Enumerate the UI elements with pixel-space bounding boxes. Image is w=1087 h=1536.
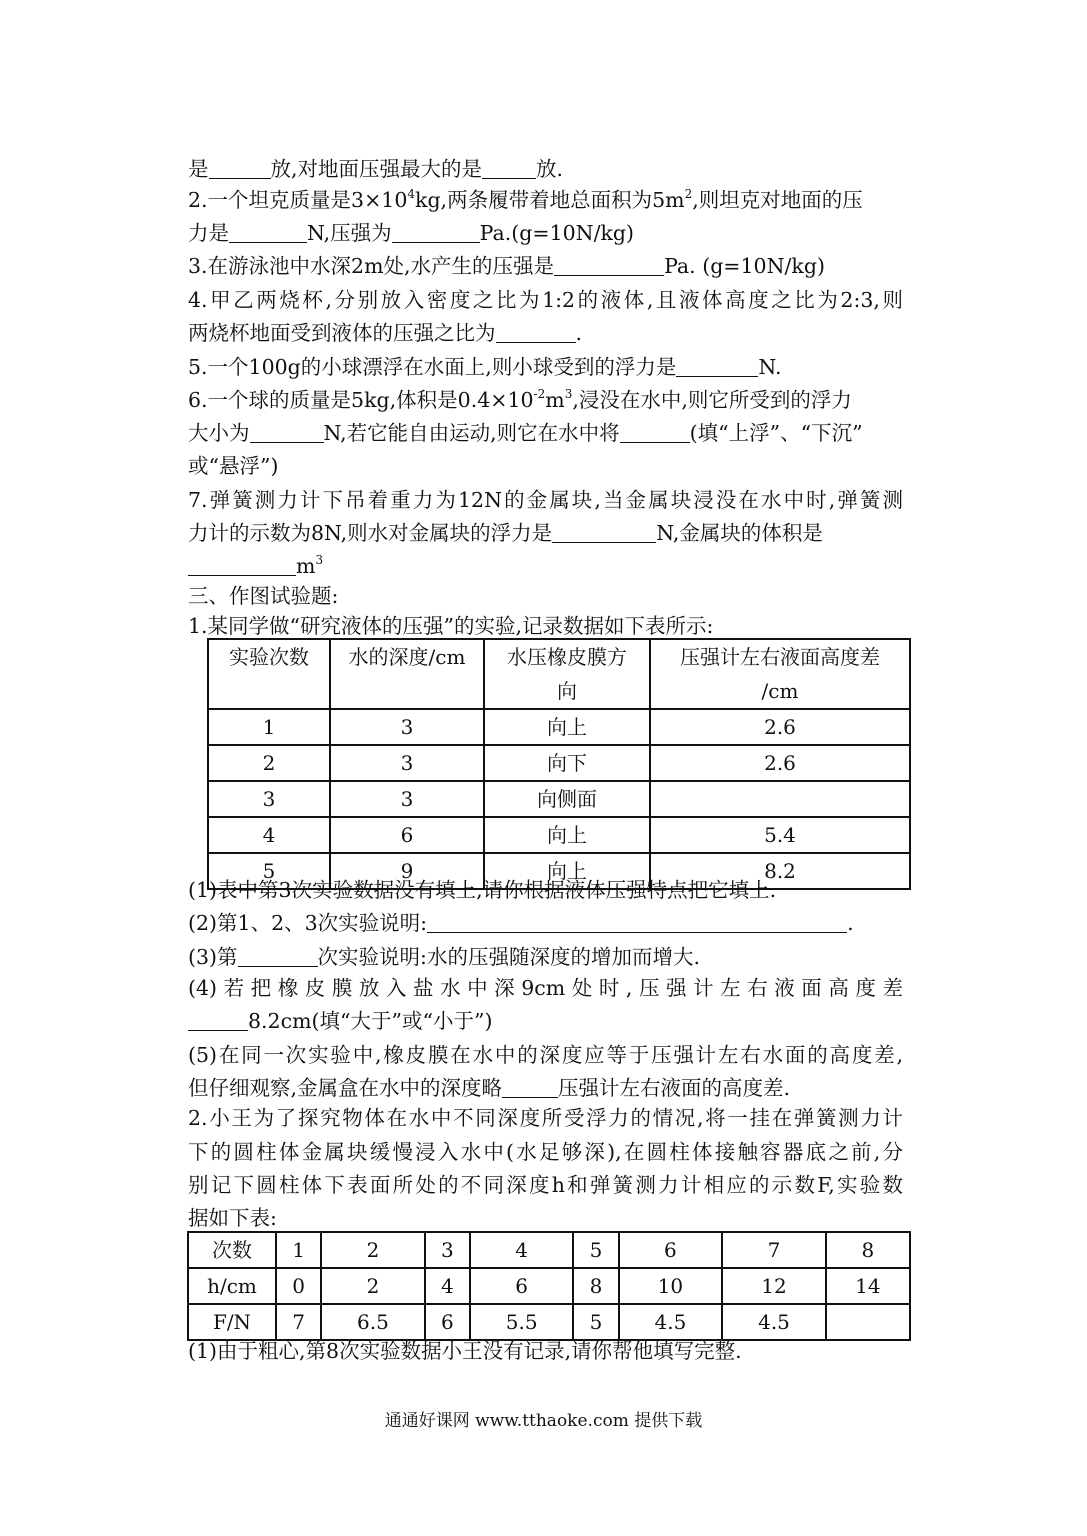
table-row [188, 1232, 910, 1268]
cell: 3 [330, 781, 484, 817]
answer-blank[interactable] [250, 420, 324, 443]
cell: 4.5 [619, 1304, 723, 1340]
row-label: 次数 [188, 1232, 276, 1268]
question-1-continuation: 是 放,对地面压强最大的是 放. [188, 157, 564, 181]
cell: 0 [276, 1268, 321, 1304]
cell: 6 [619, 1232, 723, 1268]
cell: 14 [826, 1268, 910, 1304]
cell: 4 [470, 1232, 574, 1268]
cell: 3 [425, 1232, 470, 1268]
buoyancy-table [187, 1231, 911, 1341]
question-2-line-2: 力是 N,压强为 Pa.(g=10N/kg) [188, 221, 635, 245]
answer-blank[interactable] [209, 156, 271, 179]
part-4-line-2: 8.2cm(填“大于”或“小于”) [188, 1004, 903, 1038]
cell: 向上 [484, 817, 650, 853]
part-5-line-2: 但仔细观察,金属盒在水中的深度略 压强计左右液面的高度差. [188, 1076, 791, 1100]
answer-blank[interactable] [554, 253, 664, 276]
question-7-line-3: $m^3$ [188, 549, 903, 583]
answer-blank[interactable] [552, 520, 656, 543]
question-3: 3.在游泳池中水深2m处,水产生的压强是 Pa. (g=10N/kg) [188, 254, 825, 278]
page-footer: 通通好课网 www.tthaoke.com 提供下载 [384, 1411, 703, 1431]
cell: 2.6 [650, 745, 910, 781]
part-3: (3)第 次实验说明:水的压强随深度的增加而增大. [188, 945, 700, 969]
experiment-2-line-2: 下的圆柱体金属块缓慢浸入水中(水足够深),在圆柱体接触容器底之前,分 [188, 1140, 903, 1164]
question-6-line-3: 或“悬浮”) [188, 454, 279, 478]
cell: 向侧面 [484, 781, 650, 817]
cell: 5.4 [650, 817, 910, 853]
table-row [208, 817, 910, 853]
cell: 6 [470, 1268, 574, 1304]
cell: 3 [208, 781, 330, 817]
answer-blank[interactable] [238, 944, 318, 967]
answer-blank[interactable] [188, 1008, 248, 1031]
part-4-line-1: (4)若把橡皮膜放入盐水中深9cm处时,压强计左右液面高度差 [188, 976, 903, 1000]
answer-blank[interactable] [427, 910, 847, 933]
experiment-2-line-1: 2.小王为了探究物体在水中不同深度所受浮力的情况,将一挂在弹簧测力计 [188, 1106, 903, 1130]
cell: 7 [276, 1304, 321, 1340]
experiment-1-intro: 1.某同学做“研究液体的压强”的实验,记录数据如下表所示: [188, 614, 714, 638]
question-6-line-2: 大小为 N,若它能自由运动,则它在水中将 (填“上浮”、“下沉” [188, 421, 863, 445]
cell: 4 [425, 1268, 470, 1304]
header-depth: 水的深度/cm [330, 639, 484, 709]
question-7-line-2: 力计的示数为8N,则水对金属块的浮力是 N,金属块的体积是 [188, 521, 823, 545]
table-row [188, 1268, 910, 1304]
cell: 1 [276, 1232, 321, 1268]
question-4-line-1: 4.甲乙两烧杯,分别放入密度之比为1:2的液体,且液体高度之比为2:3,则 [188, 288, 903, 312]
cell: 5 [208, 853, 330, 889]
answer-blank[interactable] [676, 354, 758, 377]
answer-blank[interactable] [188, 553, 296, 576]
header-trial: 实验次数 [208, 639, 330, 709]
cell: 2 [208, 745, 330, 781]
empty-answer-cell[interactable] [650, 781, 910, 817]
header-height-diff: 压强计左右液面高度差 /cm [650, 639, 910, 709]
cell: 8 [573, 1268, 618, 1304]
table-header-row [208, 639, 910, 709]
cell: 1 [208, 709, 330, 745]
cell: 向上 [484, 709, 650, 745]
table-row [208, 745, 910, 781]
experiment-2-part-1: (1)由于粗心,第8次实验数据小王没有记录,请你帮他填写完整. [188, 1339, 742, 1363]
cell: 8 [826, 1232, 910, 1268]
question-7-line-1: 7.弹簧测力计下吊着重力为12N的金属块,当金属块浸没在水中时,弹簧测 [188, 488, 903, 512]
row-label: F/N [188, 1304, 276, 1340]
question-5: 5.一个100g的小球漂浮在水面上,则小球受到的浮力是 N. [188, 355, 782, 379]
answer-blank[interactable] [392, 220, 480, 243]
answer-blank[interactable] [482, 156, 536, 179]
experiment-2-line-3: 别记下圆柱体下表面所处的不同深度h和弹簧测力计相应的示数F,实验数 [188, 1173, 903, 1197]
question-6-line-1: 6.一个球的质量是5kg,体积是$0.4\times 10^{-2}m^3$,浸没在水中,则它所受到的浮力 [188, 387, 852, 412]
cell: 3 [330, 709, 484, 745]
cell: 5.5 [470, 1304, 574, 1340]
answer-blank[interactable] [229, 220, 307, 243]
table-row [208, 781, 910, 817]
experiment-2-line-4: 据如下表: [188, 1206, 277, 1230]
cell: 4 [208, 817, 330, 853]
cell: 7 [722, 1232, 826, 1268]
cell: 5 [573, 1304, 618, 1340]
cell: 3 [330, 745, 484, 781]
part-1: (1)表中第3次实验数据没有填上,请你根据液体压强特点把它填上. [188, 878, 777, 902]
answer-blank[interactable] [620, 420, 690, 443]
cell: 9 [330, 853, 484, 889]
answer-blank[interactable] [502, 1075, 558, 1098]
cell: 向上 [484, 853, 650, 889]
part-5-line-1: (5)在同一次实验中,橡皮膜在水中的深度应等于压强计左右水面的高度差, [188, 1043, 903, 1067]
cell: 6 [330, 817, 484, 853]
part-2: (2)第1、2、3次实验说明: . [188, 911, 854, 935]
cell: 8.2 [650, 853, 910, 889]
row-label: h/cm [188, 1268, 276, 1304]
cell: 6.5 [321, 1304, 425, 1340]
cell: 4.5 [722, 1304, 826, 1340]
cell: 12 [722, 1268, 826, 1304]
section-3-heading: 三、作图试验题: [188, 584, 339, 608]
cell: 5 [573, 1232, 618, 1268]
cell: 2 [321, 1268, 425, 1304]
answer-blank[interactable] [496, 320, 576, 343]
header-direction: 水压橡皮膜方 向 [484, 639, 650, 709]
cell: 10 [619, 1268, 723, 1304]
cell: 向下 [484, 745, 650, 781]
cell: 2 [321, 1232, 425, 1268]
cell: 2.6 [650, 709, 910, 745]
cell: 6 [425, 1304, 470, 1340]
question-2-line-1: 2.一个坦克质量是$3\times 10^4kg$,两条履带着地总面积为$5m^2$,则坦克对地面的压 [188, 187, 863, 212]
table-row [208, 709, 910, 745]
liquid-pressure-table [207, 638, 911, 890]
question-4-line-2: 两烧杯地面受到液体的压强之比为 . [188, 321, 583, 345]
